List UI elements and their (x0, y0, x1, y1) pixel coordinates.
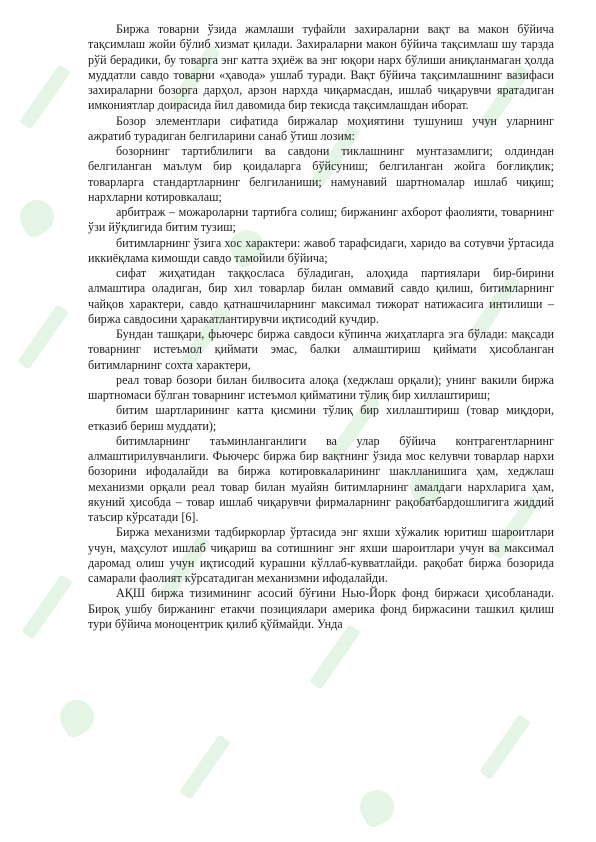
paragraph-11: Биржа механизми тадбиркорлар ўртасида энг яхши хўжалик юритиш шароитлари учун, маҳсулот ишлаб чиқариш ва сотишнинг энг яхши шароитлари учун ва максимал даромад олиш учун иқтисодий курашни кўллаб-кувватлайди. рақобат биржа бозорида самарали фаолият кўрсатадиган механизмни ифодалайди. (88, 525, 554, 585)
paragraph-4: арбитраж – можароларни тартибга солиш; биржанинг ахборот фаолияти, товарнинг ўзи йўқлигида битим тузиш; (88, 205, 554, 235)
paragraph-3: бозорнинг тартиблилиги ва савдони тиклашнинг мунтазамлиги; олдиндан белгиланган маълум бир қоидаларга бўйсуниш; белгиланган жойга боғлиқлик; товарларга стандартларнинг белгиланиши; намунавий шартномалар ишлаб чиқиш; нархларни котировкалаш; (88, 144, 554, 204)
paragraph-9: битим шартларининг катта қисмини тўлиқ бир хиллаштириш (товар миқдори, етказиб бериш муддати); (88, 403, 554, 433)
paragraph-8: реал товар бозори билан билвосита алоқа (хеджлаш орқали); унинг вакили биржа шартномаси бўлган товарнинг истеъмол қийматини тўлиқ бир хиллаштириш; (88, 372, 554, 402)
paragraph-1: Биржа товарни ўзида жамлаши туфайли захираларни вақт ва макон бўйича тақсимлаш жойи бўлиб хизмат қилади. Захираларни макон бўйича тақсимлаш шу тарзда рўй берадики, бу товарга энг катта эҳиёж ва энг юқори нарх бўлиши аниқланмаган ҳолда муддатли савдо товарни «ҳавода» ушлаб туради. Вақт бўйича тақсимлашнинг вазифаси захираларни бозорга дарҳол, арзон нархда чиқармасдан, ишлаб чиқарувчи яратадиган имкониятлар доирасида йил давомида бир текисда тақсимлашдан иборат. (88, 22, 554, 113)
paragraph-6: сифат жиҳатидан таққосласа бўладиган, алоҳида партиялари бир-бирини алмаштира оладиган, бир хил товарлар билан оммавий савдо қилиш, битимларнинг чайқов характери, савдо қатнашчиларнинг максимал тижорат натижасига интилиши – биржа савдосини ҳаракатлантирувчи иқтисодий кучдир. (88, 266, 554, 326)
paragraph-10: битимларнинг таъминланганлиги ва улар бўйича контрагентларнинг алмаштирилувчанлиги. Фьючерс биржа бир вақтнинг ўзида мос келувчи товарлар нархи бозорини ифодалайди ва биржа котировкаларининг шаклланишига ҳам, хеджлаш механизми орқали реал товар билан муайян битимларнинг амалдаги нархларига ҳам, якуний ҳисобда – товар ишлаб чиқарувчи фирмаларнинг рақобатбардошлигига жиддий таъсир кўрсатади [6]. (88, 433, 554, 524)
paragraph-2: Бозор элементлари сифатида биржалар моҳиятини тушуниш учун уларнинг ажратиб турадиган белгиларини санаб ўтиш лозим: (88, 113, 554, 143)
body-text (88, 22, 554, 632)
paragraph-7: Бундан ташқари, фьючерс биржа савдоси кўпинча жиҳатларга эга бўлади: мақсади товарнинг истеъмол қиймати эмас, балки алмаштириш қиймати ҳисобланган битимларнинг сохта характери, (88, 327, 554, 372)
paragraph-5: битимларнинг ўзига хос характери: жавоб тарафсидаги, харидо ва сотувчи ўртасида иккиёқлама кимошди савдо тамойили бўйича; (88, 235, 554, 265)
paragraph-12: АҚШ биржа тизимининг асосий бўғини Нью-Йорк фонд биржаси ҳисобланади. Бироқ ушбу биржанинг етакчи позициялари америка фонд биржасини ташкил қилиш тури бўйича моноцентрик қилиб қўймайди. Унда (88, 586, 554, 631)
